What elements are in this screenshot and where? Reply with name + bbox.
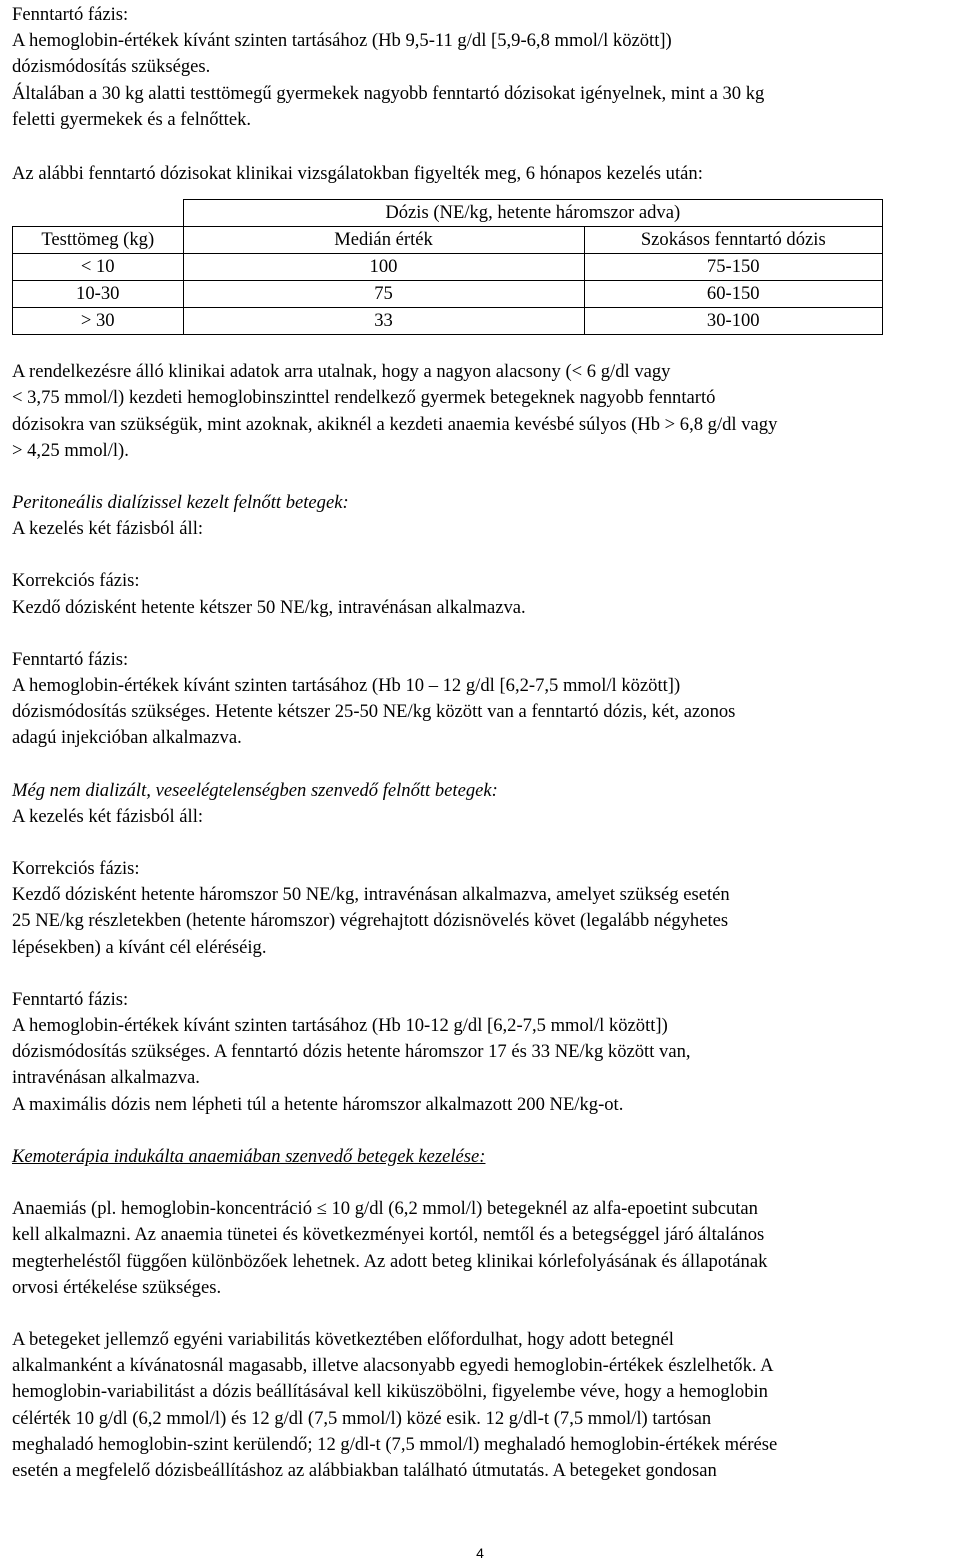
text-line: A hemoglobin-értékek kívánt szinten tartásához (Hb 10 – 12 g/dl [6,2-7,5 mmol/l között]) (12, 675, 681, 697)
table-group-header: Dózis (NE/kg, hetente háromszor adva) (183, 200, 883, 227)
text-line: dózisokra van szükségük, mint azoknak, akiknél a kezdeti anaemia kevésbé súlyos (Hb > 6,8 g/dl vagy (12, 413, 778, 435)
table-intro: Az alábbi fenntartó dózisokat klinikai vizsgálatokban figyelték meg, 6 hónapos kezelés után: (12, 163, 703, 185)
section-title: Kemoterápia indukálta anaemiában szenvedő betegek kezelése: (12, 1145, 486, 1167)
section-heading: Fenntartó fázis: (12, 988, 129, 1010)
text-line: A hemoglobin-értékek kívánt szinten tartásához (Hb 10-12 g/dl [6,2-7,5 mmol/l között]) (12, 1015, 668, 1037)
text-line: alkalmanként a kívánatosnál magasabb, illetve alacsonyabb egyedi hemoglobin-értékek észlelhetők. A (12, 1355, 774, 1377)
text-line: megterheléstől függően különbözőek lehetnek. Az adott beteg klinikai kórlefolyásának és állapotának (12, 1250, 768, 1272)
section-heading: Fenntartó fázis: (12, 4, 129, 25)
table-header-row (13, 227, 883, 254)
table-row (13, 254, 883, 281)
table-header-cell: Testtömeg (kg) (13, 227, 184, 254)
section-heading: Korrekciós fázis: (12, 570, 140, 592)
table-row (13, 281, 883, 308)
text-line: > 4,25 mmol/l). (12, 439, 129, 461)
table-cell: 75 (183, 281, 584, 308)
text-line: 25 NE/kg részletekben (hetente háromszor) végrehajtott dózisnövelés követ (legalább négyhetes (12, 910, 729, 932)
text-line: A kezelés két fázisból áll: (12, 518, 204, 540)
table-cell: 10-30 (13, 281, 184, 308)
text-line: dózismódosítás szükséges. Hetente kétszer 25-50 NE/kg között van a fenntartó dózis, két, azonos (12, 701, 736, 723)
text-line: hemoglobin-variabilitást a dózis beállításával kell kiküszöbölni, figyelembe véve, hogy a hemoglobin (12, 1381, 768, 1403)
text-line: dózismódosítás szükséges. (12, 56, 211, 78)
table-cell: < 10 (13, 254, 184, 281)
section-title: Peritoneális dialízissel kezelt felnőtt betegek: (12, 492, 349, 514)
text-line: feletti gyermekek és a felnőttek. (12, 108, 252, 130)
text-line: Általában a 30 kg alatti testtömegű gyermekek nagyobb fenntartó dózisokat igényelnek, mint a 30 kg (12, 82, 765, 104)
table-cell: 75-150 (584, 254, 883, 281)
section-title: Még nem dializált, veseelégtelenségben szenvedő felnőtt betegek: (12, 779, 498, 801)
text-line: intravénásan alkalmazva. (12, 1067, 200, 1089)
table-cell: 60-150 (584, 281, 883, 308)
table-cell: > 30 (13, 308, 184, 335)
document-page (12, 2, 958, 1484)
table-cell: 30-100 (584, 308, 883, 335)
section-heading: Fenntartó fázis: (12, 648, 129, 670)
table-header-cell: Szokásos fenntartó dózis (584, 227, 883, 254)
text-line: lépésekben) a kívánt cél eléréséig. (12, 936, 267, 958)
text-line: Kezdő dózisként hetente háromszor 50 NE/kg, intravénásan alkalmazva, amelyet szükség esetén (12, 884, 730, 906)
text-line: Kezdő dózisként hetente kétszer 50 NE/kg, intravénásan alkalmazva. (12, 596, 526, 618)
text-line: esetén a megfelelő dózisbeállításhoz az alábbiakban található útmutatás. A betegeket gondosan (12, 1459, 717, 1481)
text-line: kell alkalmazni. Az anaemia tünetei és következményei kortól, nemtől és a betegséggel járó általános (12, 1224, 765, 1246)
text-line: célérték 10 g/dl (6,2 mmol/l) és 12 g/dl (7,5 mmol/l) közé esik. 12 g/dl-t (7,5 mmol/l) tartósan (12, 1407, 712, 1429)
section-heading: Korrekciós fázis: (12, 858, 140, 880)
text-line: meghaladó hemoglobin-szint kerülendő; 12 g/dl-t (7,5 mmol/l) meghaladó hemoglobin-értékek mérése (12, 1433, 778, 1455)
text-line: orvosi értékelése szükséges. (12, 1276, 222, 1298)
table-cell: 100 (183, 254, 584, 281)
text-line: A rendelkezésre álló klinikai adatok arra utalnak, hogy a nagyon alacsony (< 6 g/dl vagy (12, 361, 671, 383)
table-cell: 33 (183, 308, 584, 335)
table-group-header-row (13, 200, 883, 227)
text-line: < 3,75 mmol/l) kezdeti hemoglobinszinttel rendelkező gyermek betegeknek nagyobb fenntartó (12, 387, 716, 409)
text-line: A kezelés két fázisból áll: (12, 805, 204, 827)
page-number: 4 (476, 1545, 484, 1561)
text-line: A maximális dózis nem lépheti túl a hetente háromszor alkalmazott 200 NE/kg-ot. (12, 1093, 624, 1115)
text-line: adagú injekcióban alkalmazva. (12, 727, 242, 749)
table-row (13, 308, 883, 335)
text-line: Anaemiás (pl. hemoglobin-koncentráció ≤ 10 g/dl (6,2 mmol/l) betegeknél az alfa-epoetint subcutan (12, 1198, 758, 1220)
text-line: dózismódosítás szükséges. A fenntartó dózis hetente háromszor 17 és 33 NE/kg között van, (12, 1041, 691, 1063)
text-line: A hemoglobin-értékek kívánt szinten tartásához (Hb 9,5-11 g/dl [5,9-6,8 mmol/l között]) (12, 30, 672, 52)
dose-table (12, 199, 883, 335)
table-header-cell: Medián érték (183, 227, 584, 254)
text-line: A betegeket jellemző egyéni variabilitás következtében előfordulhat, hogy adott betegnél (12, 1328, 674, 1350)
